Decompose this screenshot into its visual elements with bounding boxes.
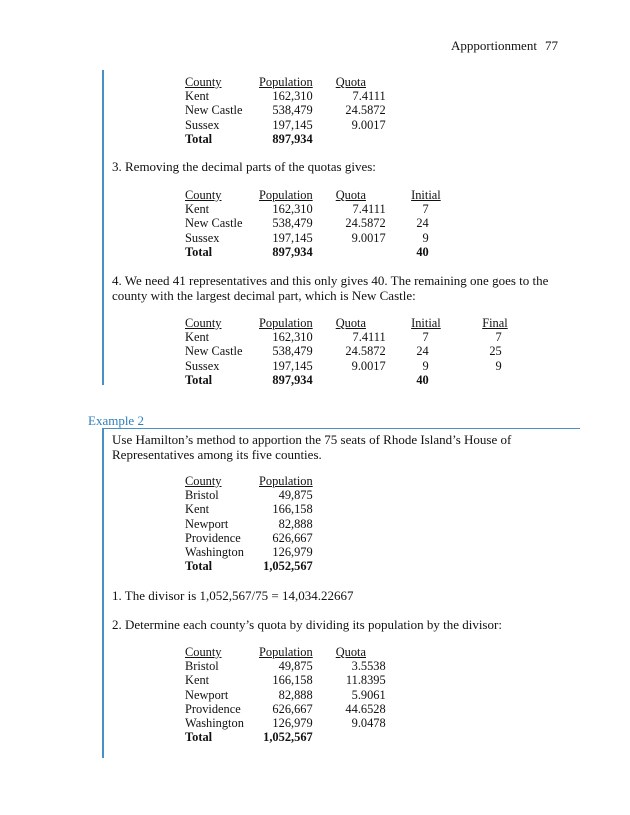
table-row <box>185 502 313 516</box>
table-row <box>185 659 386 673</box>
cell-county: Bristol <box>185 659 219 674</box>
cell-final: 25 <box>489 344 502 359</box>
cell-county: New Castle <box>185 103 243 118</box>
cell-population: 538,479 <box>272 216 313 231</box>
header-quota: Quota <box>335 316 366 330</box>
chapter-title: Appportionment <box>451 38 537 53</box>
total-population: 1,052,567 <box>263 730 313 745</box>
cell-county: New Castle <box>185 344 243 359</box>
total-population: 897,934 <box>272 244 313 259</box>
example1-left-bar <box>102 70 104 385</box>
cell-quota: 5.9061 <box>351 687 386 702</box>
cell-initial: 7 <box>422 202 429 217</box>
cell-quota: 9.0017 <box>351 358 386 373</box>
cell-county: Kent <box>185 89 210 104</box>
header-population: Population <box>259 645 313 659</box>
cell-quota: 7.4111 <box>352 330 386 345</box>
cell-population: 162,310 <box>272 202 313 217</box>
cell-initial: 24 <box>416 344 429 359</box>
page-number: 77 <box>544 38 558 53</box>
cell-quota: 24.5872 <box>345 344 386 359</box>
cell-population: 166,158 <box>272 673 313 688</box>
cell-county: Sussex <box>185 358 220 373</box>
cell-population: 162,310 <box>272 89 313 104</box>
header-quota: Quota <box>335 75 366 89</box>
cell-quota: 3.5538 <box>351 659 386 674</box>
cell-county: Newport <box>185 516 229 531</box>
cell-quota: 7.4111 <box>352 89 386 104</box>
cell-population: 626,667 <box>272 530 313 545</box>
header-population: Population <box>259 188 313 202</box>
total-label: Total <box>185 244 213 259</box>
table-row <box>185 673 386 687</box>
table-row <box>185 716 386 730</box>
cell-population: 126,979 <box>272 545 313 560</box>
cell-population: 126,979 <box>272 716 313 731</box>
header-county: County <box>185 75 222 89</box>
cell-population: 538,479 <box>272 344 313 359</box>
cell-population: 82,888 <box>278 516 313 531</box>
step-4-text: 4. We need 41 representatives and this only gives 40. The remaining one goes to the county with the largest decimal part, which is New Castle: <box>112 273 549 303</box>
page-header <box>451 38 558 54</box>
header-population: Population <box>259 75 313 89</box>
header-population: Population <box>259 316 313 330</box>
cell-county: Sussex <box>185 117 220 132</box>
example-2-title: Example 2 <box>88 413 144 428</box>
total-population: 897,934 <box>272 131 313 146</box>
total-label: Total <box>185 559 213 574</box>
table-total-row <box>185 245 441 259</box>
step-3-text: 3. Removing the decimal parts of the quotas gives: <box>112 159 376 174</box>
header-county: County <box>185 188 222 202</box>
step-1-text: 1. The divisor is 1,052,567/75 = 14,034.22667 <box>112 588 354 603</box>
cell-county: Newport <box>185 687 229 702</box>
cell-county: Kent <box>185 502 210 517</box>
step-2-text: 2. Determine each county’s quota by dividing its population by the divisor: <box>112 617 502 632</box>
table-row <box>185 202 441 216</box>
initial-table <box>185 188 441 259</box>
final-table <box>185 316 508 387</box>
cell-county: Washington <box>185 545 244 560</box>
table-row <box>185 531 313 545</box>
cell-population: 82,888 <box>278 687 313 702</box>
header-final: Final <box>482 316 508 330</box>
cell-population: 626,667 <box>272 701 313 716</box>
cell-quota: 24.5872 <box>345 103 386 118</box>
population-table <box>185 474 313 573</box>
cell-population: 49,875 <box>278 488 313 503</box>
cell-county: Providence <box>185 701 241 716</box>
header-county: County <box>185 645 222 659</box>
cell-county: Kent <box>185 330 210 345</box>
cell-population: 197,145 <box>272 358 313 373</box>
cell-quota: 7.4111 <box>352 202 386 217</box>
header-initial: Initial <box>411 188 441 202</box>
header-quota: Quota <box>335 188 366 202</box>
table-row <box>185 344 508 358</box>
example-2-intro: Use Hamilton’s method to apportion the 75 seats of Rhode Island’s House of Representatives among its five counties. <box>112 432 512 462</box>
cell-population: 162,310 <box>272 330 313 345</box>
table-row <box>185 231 441 245</box>
table-total-row <box>185 373 508 387</box>
cell-quota: 44.6528 <box>345 701 386 716</box>
header-county: County <box>185 474 222 488</box>
table-total-row <box>185 559 313 573</box>
cell-final: 7 <box>495 330 502 345</box>
cell-quota: 24.5872 <box>345 216 386 231</box>
cell-initial: 9 <box>422 358 429 373</box>
cell-county: Kent <box>185 673 210 688</box>
cell-quota: 9.0017 <box>351 117 386 132</box>
table-total-row <box>185 132 386 146</box>
cell-initial: 24 <box>416 216 429 231</box>
table-row <box>185 688 386 702</box>
table-row <box>185 330 508 344</box>
table-row <box>185 545 313 559</box>
cell-county: Washington <box>185 716 244 731</box>
table-row <box>185 216 441 230</box>
total-population: 897,934 <box>272 372 313 387</box>
cell-quota: 11.8395 <box>345 673 386 688</box>
table-row <box>185 103 386 117</box>
total-label: Total <box>185 131 213 146</box>
cell-county: Sussex <box>185 230 220 245</box>
header-quota: Quota <box>335 645 366 659</box>
cell-initial: 7 <box>422 330 429 345</box>
cell-county: Bristol <box>185 488 219 503</box>
header-initial: Initial <box>411 316 441 330</box>
quota-table <box>185 75 386 146</box>
table-row <box>185 89 386 103</box>
example2-left-bar <box>102 428 104 758</box>
example-2-rule <box>102 428 580 429</box>
cell-county: Providence <box>185 530 241 545</box>
table-row <box>185 517 313 531</box>
total-population: 1,052,567 <box>263 559 313 574</box>
header-population: Population <box>259 474 313 488</box>
cell-initial: 9 <box>422 230 429 245</box>
cell-quota: 9.0478 <box>351 716 386 731</box>
cell-county: New Castle <box>185 216 243 231</box>
cell-population: 197,145 <box>272 117 313 132</box>
table-row <box>185 488 313 502</box>
header-county: County <box>185 316 222 330</box>
total-initial: 40 <box>416 372 429 387</box>
total-label: Total <box>185 372 213 387</box>
cell-population: 197,145 <box>272 230 313 245</box>
table-row <box>185 702 386 716</box>
cell-population: 49,875 <box>278 659 313 674</box>
cell-population: 166,158 <box>272 502 313 517</box>
cell-population: 538,479 <box>272 103 313 118</box>
total-label: Total <box>185 730 213 745</box>
table-row <box>185 359 508 373</box>
table-row <box>185 118 386 132</box>
cell-final: 9 <box>495 358 502 373</box>
table-total-row <box>185 730 386 744</box>
total-initial: 40 <box>416 244 429 259</box>
quota-table-2 <box>185 645 386 744</box>
cell-quota: 9.0017 <box>351 230 386 245</box>
cell-county: Kent <box>185 202 210 217</box>
